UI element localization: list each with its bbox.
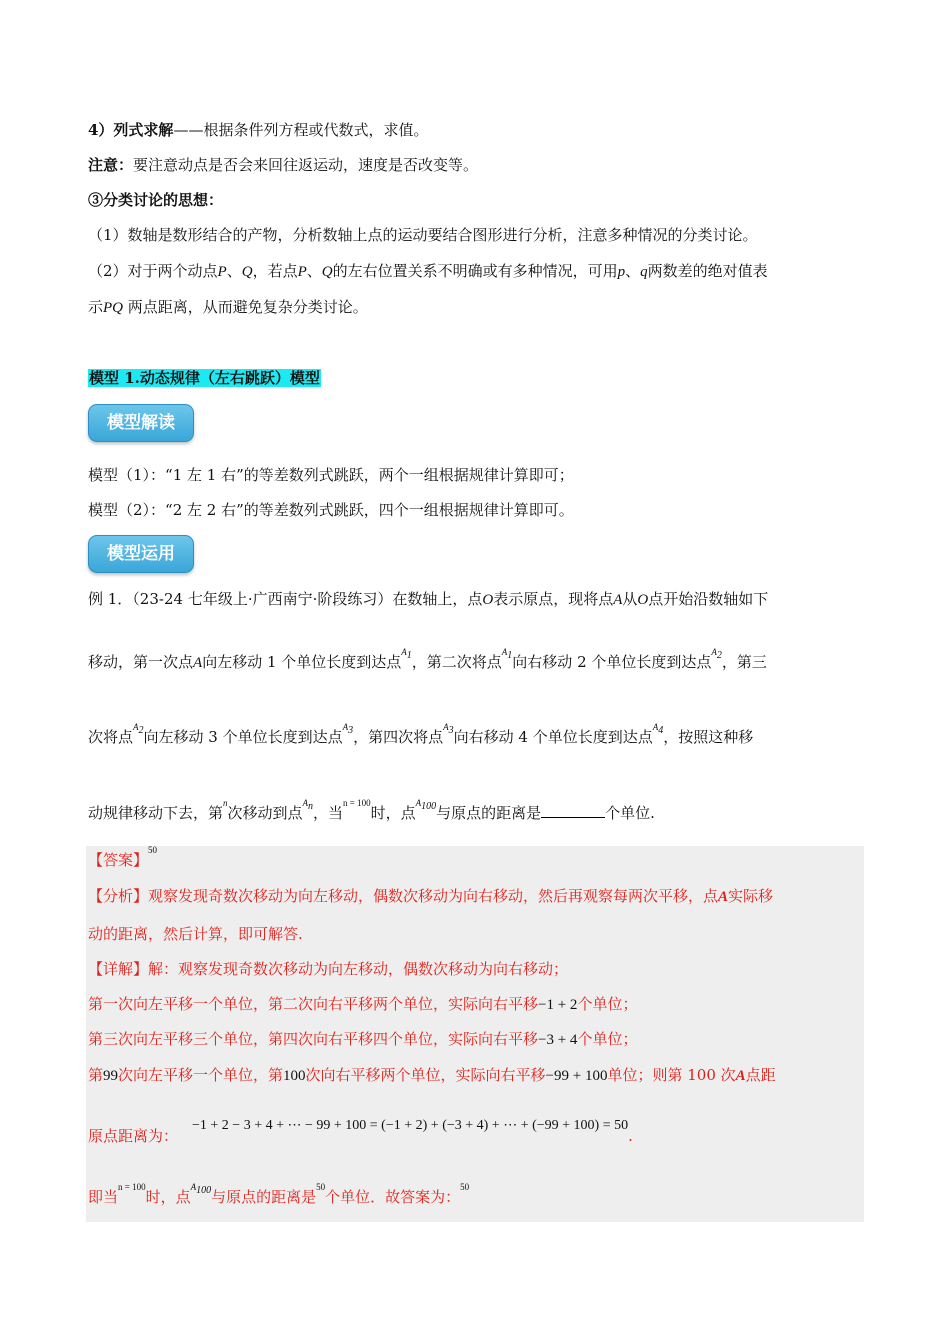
var-Q: Q xyxy=(321,264,333,280)
math-expr-sum: −1 + 2 − 3 + 4 + ⋯ − 99 + 100 = (−1 + 2) + (−3 + 4) + ⋯ + (−99 + 100) = 50 xyxy=(192,1118,629,1133)
note-text: 要注意动点是否会来回往返运动，速度是否改变等。 xyxy=(133,156,479,174)
example-line-3 xyxy=(88,722,754,754)
ex-text: 移动，第一次点 xyxy=(88,653,194,671)
sep: 、 xyxy=(306,262,322,280)
sep: 、 xyxy=(226,262,242,280)
answer-label: 【答案】 xyxy=(88,851,149,869)
analysis-text: 观察发现奇数次移动为向左移动，偶数次移动为向右移动，然后再观察每两次平移，点 xyxy=(148,887,719,905)
detail-text: 个单位； xyxy=(577,1030,638,1048)
idea-title: ③分类讨论的思想： xyxy=(88,191,224,209)
model-heading-text: 模型 1.动态规律（左右跳跃）模型 xyxy=(89,369,320,387)
answer-blank xyxy=(541,803,605,818)
var-O: O xyxy=(637,592,649,608)
example-line-2 xyxy=(88,647,767,679)
var-A2: A2 xyxy=(711,647,722,661)
ex-text: 与原点的距离是 xyxy=(436,804,542,822)
var-p: p xyxy=(617,264,626,280)
ex-text: 次移动到点 xyxy=(227,804,303,822)
ex-text: 向右移动 4 个单位长度到达点 xyxy=(453,728,653,746)
model-heading xyxy=(88,367,321,389)
badge-model-interpret: 模型解读 xyxy=(88,404,194,442)
var-P: P xyxy=(297,264,307,280)
math-expr: 100 xyxy=(283,1068,306,1084)
detail-text: 与原点的距离是 xyxy=(211,1188,317,1206)
ex-text: 次将点 xyxy=(88,728,134,746)
math-expr: −3 + 4 xyxy=(538,1032,578,1048)
var-A100: A100 xyxy=(190,1182,212,1196)
var-q: q xyxy=(640,264,648,280)
detail-text: 原点距离为： xyxy=(88,1127,179,1145)
math-expr: 99 xyxy=(103,1068,119,1084)
analysis-label: 【分析】 xyxy=(88,887,149,905)
analysis-line-1 xyxy=(88,885,773,908)
detail-text: 第 xyxy=(88,1066,104,1084)
step4-line xyxy=(88,119,428,141)
ex-text: 向右移动 2 个单位长度到达点 xyxy=(512,653,712,671)
idea2-line2-a: 示 xyxy=(88,298,104,316)
var-A2: A2 xyxy=(133,722,144,736)
var-Q: Q xyxy=(241,264,253,280)
analysis-text: 实际移 xyxy=(728,887,774,905)
detail-text: . xyxy=(628,1127,633,1145)
var-PQ: PQ xyxy=(103,300,124,316)
var-P: P xyxy=(217,264,227,280)
idea2-text-c: 的左右位置关系不明确或有多种情况，可用 xyxy=(332,262,618,280)
idea-2-line2 xyxy=(88,296,368,319)
example-line-4 xyxy=(88,798,655,830)
sep: 、 xyxy=(625,262,641,280)
analysis-line-2: 动的距离，然后计算，即可解答. xyxy=(88,925,303,943)
var-A3: A3 xyxy=(342,722,354,736)
var-An: An xyxy=(302,798,314,812)
ex-text: 从 xyxy=(622,590,638,608)
model-2-text: 模型（2）：“2 左 2 右”的等差数列式跳跃，四个一组根据规律计算即可。 xyxy=(88,501,574,519)
var-A4: A4 xyxy=(652,722,664,736)
idea-2-line1 xyxy=(88,260,768,283)
detail-text: 第一次向左平移一个单位，第二次向右平移两个单位，实际向右平移 xyxy=(88,995,539,1013)
ex-text: 点开始沿数轴如下 xyxy=(648,590,769,608)
var-O: O xyxy=(482,592,494,608)
badge-model-apply: 模型运用 xyxy=(88,535,194,573)
ex-text: 例 1．（23-24 七年级上·广西南宁·阶段练习）在数轴上，点 xyxy=(88,590,483,608)
ex-text: ，按照这种移 xyxy=(663,728,754,746)
ex-text: 时，点 xyxy=(370,804,416,822)
detail-text: 时，点 xyxy=(145,1188,191,1206)
detail-text: 次向右平移两个单位，实际向右平移 xyxy=(305,1066,546,1084)
detail-label: 【详解】 xyxy=(88,960,149,978)
var-A: A xyxy=(718,889,729,905)
idea-1: （1）数轴是数形结合的产物，分析数轴上点的运动要结合图形进行分析，注意多种情况的分类讨论。 xyxy=(88,226,758,244)
detail-text: 个单位； xyxy=(577,995,638,1013)
ex-text: 向左移动 3 个单位长度到达点 xyxy=(143,728,343,746)
var-A100: A100 xyxy=(415,798,437,812)
ex-text: ，第三 xyxy=(721,653,767,671)
var-A1: A1 xyxy=(501,647,513,661)
detail-line-6 xyxy=(88,1182,470,1214)
ex-text: 动规律移动下去，第 xyxy=(88,804,224,822)
var-n: n xyxy=(223,798,228,808)
detail-text: 解：观察发现奇数次移动为向左移动，偶数次移动为向右移动； xyxy=(148,960,569,978)
var-A: A xyxy=(735,1068,746,1084)
detail-text: 次向左平移一个单位，第 xyxy=(118,1066,284,1084)
idea2-text-d: 两数差的绝对值表 xyxy=(647,262,768,280)
idea2-line2-b: 两点距离，从而避免复杂分类讨论。 xyxy=(123,298,368,316)
model-1-text: 模型（1）：“1 左 1 右”的等差数列式跳跃，两个一组根据规律计算即可； xyxy=(88,466,574,484)
n-equals-100: n = 100 xyxy=(343,798,371,808)
answer-value: 50 xyxy=(148,845,158,855)
math-expr: 50 xyxy=(460,1182,470,1192)
idea2-text-b: ，若点 xyxy=(252,262,298,280)
math-expr: 50 xyxy=(316,1182,326,1192)
detail-text: 个单位．故答案为： xyxy=(325,1188,461,1206)
detail-line-2 xyxy=(88,993,637,1016)
var-A1: A1 xyxy=(401,647,412,661)
detail-text: 第三次向左平移三个单位，第四次向右平移四个单位，实际向右平移 xyxy=(88,1030,539,1048)
var-A: A xyxy=(613,592,623,608)
var-A: A xyxy=(193,655,203,671)
step4-label: 4）列式求解 xyxy=(88,121,174,139)
math-expr: −1 + 2 xyxy=(538,997,578,1013)
detail-line-5 xyxy=(88,1118,633,1149)
detail-text: 单位；则第 100 次 xyxy=(607,1066,736,1084)
detail-text: 点距 xyxy=(745,1066,776,1084)
detail-line-1 xyxy=(88,958,568,980)
note-line xyxy=(88,154,478,176)
var-A3: A3 xyxy=(443,722,454,736)
detail-line-3 xyxy=(88,1028,637,1051)
example-line-1 xyxy=(88,588,768,611)
math-expr: n = 100 xyxy=(118,1182,146,1192)
ex-text: ，第二次将点 xyxy=(411,653,502,671)
note-label: 注意： xyxy=(88,156,134,174)
ex-text: 表示原点，现将点 xyxy=(493,590,614,608)
idea2-text-a: （2）对于两个动点 xyxy=(88,262,218,280)
detail-line-4 xyxy=(88,1064,776,1087)
detail-text: 即当 xyxy=(88,1188,119,1206)
ex-text: ，第四次将点 xyxy=(353,728,444,746)
step4-text: ——根据条件列方程或代数式，求值。 xyxy=(173,121,429,139)
ex-text: 个单位. xyxy=(605,804,655,822)
ex-text: ，当 xyxy=(313,804,344,822)
ex-text: 向左移动 1 个单位长度到达点 xyxy=(202,653,402,671)
math-expr: −99 + 100 xyxy=(545,1068,608,1084)
answer-line xyxy=(88,845,158,873)
